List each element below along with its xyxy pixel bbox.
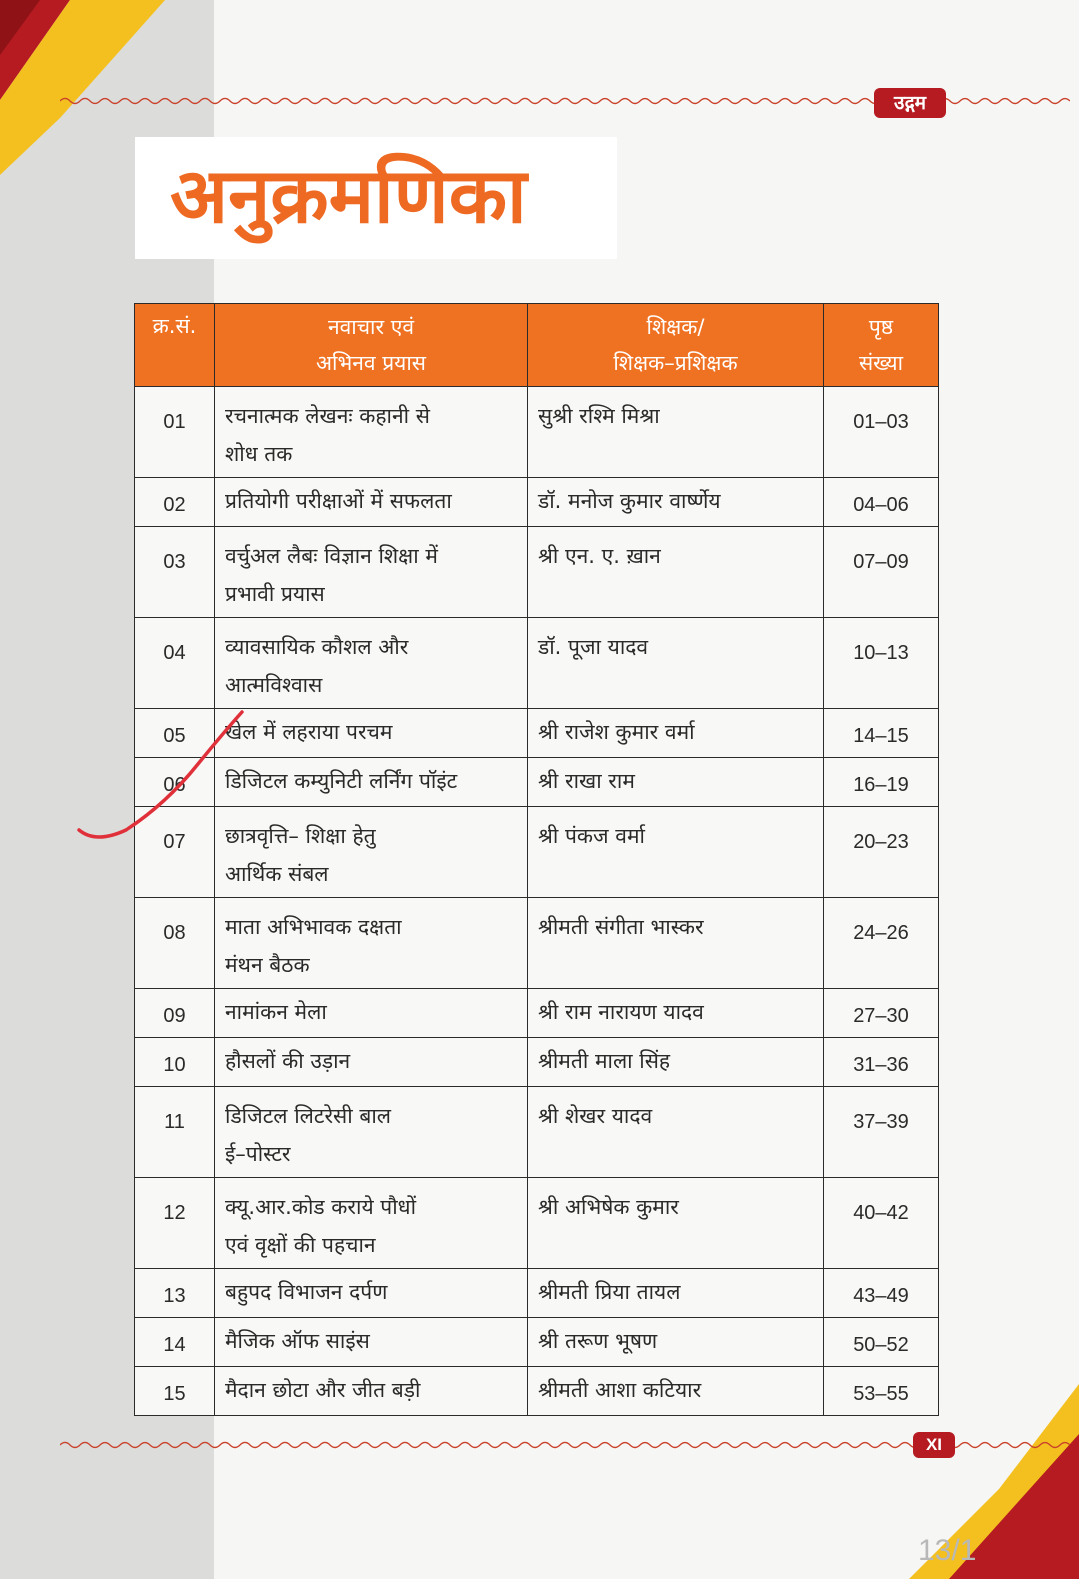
row-serial-number: 13 xyxy=(135,1269,215,1318)
table-row xyxy=(135,1038,939,1087)
row-topic xyxy=(215,1318,528,1367)
table-row xyxy=(135,387,939,478)
row-page-range: 07–09 xyxy=(824,527,939,618)
row-page-range: 24–26 xyxy=(824,898,939,989)
row-page-range: 20–23 xyxy=(824,807,939,898)
row-teacher: श्री राजेश कुमार वर्मा xyxy=(528,709,824,758)
viewer-page-counter: 13/1 xyxy=(918,1534,977,1567)
row-topic xyxy=(215,618,528,709)
row-page-range: 40–42 xyxy=(824,1178,939,1269)
table-row xyxy=(135,1087,939,1178)
table-row xyxy=(135,1178,939,1269)
header-topic xyxy=(215,304,528,387)
row-page-range: 31–36 xyxy=(824,1038,939,1087)
row-serial-number: 10 xyxy=(135,1038,215,1087)
row-serial-number: 07 xyxy=(135,807,215,898)
table-row xyxy=(135,1269,939,1318)
row-topic-line: वर्चुअल लैबः विज्ञान शिक्षा में xyxy=(225,544,438,568)
row-page-range: 50–52 xyxy=(824,1318,939,1367)
row-serial-number: 08 xyxy=(135,898,215,989)
row-teacher: श्री अभिषेक कुमार xyxy=(528,1178,824,1269)
row-serial-number: 04 xyxy=(135,618,215,709)
row-topic-line: खेल में लहराया परचम xyxy=(225,720,393,744)
row-topic xyxy=(215,989,528,1038)
row-topic xyxy=(215,1367,528,1416)
row-topic xyxy=(215,1087,528,1178)
row-page-range: 10–13 xyxy=(824,618,939,709)
header-topic-line2: अभिनव प्रयास xyxy=(315,351,427,375)
red-pen-tick-mark xyxy=(74,706,254,851)
row-topic-line: हौसलों की उड़ान xyxy=(225,1049,351,1073)
table-row xyxy=(135,898,939,989)
row-topic xyxy=(215,898,528,989)
row-page-range: 27–30 xyxy=(824,989,939,1038)
table-row xyxy=(135,1367,939,1416)
table-row xyxy=(135,758,939,807)
row-page-range: 53–55 xyxy=(824,1367,939,1416)
row-topic-line: माता अभिभावक दक्षता xyxy=(225,915,402,939)
row-topic-line: छात्रवृत्ति– शिक्षा हेतु xyxy=(225,824,376,848)
table-row xyxy=(135,527,939,618)
row-serial-number: 09 xyxy=(135,989,215,1038)
table-row xyxy=(135,618,939,709)
row-teacher: श्री तरूण भूषण xyxy=(528,1318,824,1367)
row-serial-number: 02 xyxy=(135,478,215,527)
row-teacher: श्री एन. ए. ख़ान xyxy=(528,527,824,618)
header-serial-number: क्र.सं. xyxy=(135,304,215,387)
row-page-range: 16–19 xyxy=(824,758,939,807)
row-serial-number: 14 xyxy=(135,1318,215,1367)
brand-badge: उद्गम xyxy=(874,88,946,118)
row-topic-line: डिजिटल कम्युनिटी लर्निंग पॉइंट xyxy=(225,769,458,793)
row-topic-line: मैदान छोटा और जीत बड़ी xyxy=(225,1378,421,1402)
header-topic-line1: नवाचार एवं xyxy=(327,315,415,339)
row-page-range: 37–39 xyxy=(824,1087,939,1178)
table-row xyxy=(135,989,939,1038)
table-row xyxy=(135,709,939,758)
row-teacher: श्री राम नारायण यादव xyxy=(528,989,824,1038)
row-topic xyxy=(215,1038,528,1087)
row-teacher: डॉ. पूजा यादव xyxy=(528,618,824,709)
table-body xyxy=(135,387,939,1416)
row-topic xyxy=(215,709,528,758)
page-title: अनुक्रमणिका xyxy=(170,151,527,240)
row-topic-line: प्रभावी प्रयास xyxy=(225,582,325,606)
row-topic-line: एवं वृक्षों की पहचान xyxy=(225,1233,376,1257)
row-teacher: श्रीमती आशा कटियार xyxy=(528,1367,824,1416)
row-topic-line: रचनात्मक लेखनः कहानी से xyxy=(225,404,430,428)
row-teacher: श्रीमती माला सिंह xyxy=(528,1038,824,1087)
header-page-number xyxy=(824,304,939,387)
table-header-row xyxy=(135,304,939,387)
row-serial-number: 15 xyxy=(135,1367,215,1416)
row-teacher: श्रीमती प्रिया तायल xyxy=(528,1269,824,1318)
row-topic xyxy=(215,807,528,898)
row-teacher: श्रीमती संगीता भास्कर xyxy=(528,898,824,989)
row-topic xyxy=(215,478,528,527)
row-topic xyxy=(215,527,528,618)
header-teacher-line2: शिक्षक–प्रशिक्षक xyxy=(613,351,738,375)
row-topic-line: डिजिटल लिटरेसी बाल xyxy=(225,1104,392,1128)
header-page-line2: संख्या xyxy=(858,351,904,375)
row-topic-line: व्यावसायिक कौशल और xyxy=(225,635,409,659)
row-topic-line: शोध तक xyxy=(225,442,293,466)
row-teacher: श्री शेखर यादव xyxy=(528,1087,824,1178)
row-topic-line: मंथन बैठक xyxy=(225,953,310,977)
row-teacher: श्री राखा राम xyxy=(528,758,824,807)
row-serial-number: 06 xyxy=(135,758,215,807)
row-serial-number: 03 xyxy=(135,527,215,618)
row-teacher: सुश्री रश्मि मिश्रा xyxy=(528,387,824,478)
page-number-badge: XI xyxy=(913,1432,955,1458)
row-page-range: 43–49 xyxy=(824,1269,939,1318)
header-page-line1: पृष्ठ xyxy=(868,315,894,339)
row-topic xyxy=(215,1178,528,1269)
contents-table xyxy=(134,303,939,1416)
row-page-range: 14–15 xyxy=(824,709,939,758)
row-topic-line: बहुपद विभाजन दर्पण xyxy=(225,1280,388,1304)
header-teacher-line1: शिक्षक/ xyxy=(646,315,705,339)
header-teacher xyxy=(528,304,824,387)
table-row xyxy=(135,1318,939,1367)
row-topic-line: नामांकन मेला xyxy=(225,1000,327,1024)
row-serial-number: 05 xyxy=(135,709,215,758)
row-serial-number: 01 xyxy=(135,387,215,478)
row-topic-line: आर्थिक संबल xyxy=(225,862,329,886)
row-page-range: 04–06 xyxy=(824,478,939,527)
row-topic-line: ई–पोस्टर xyxy=(225,1142,291,1166)
row-serial-number: 12 xyxy=(135,1178,215,1269)
row-teacher: डॉ. मनोज कुमार वार्ष्णेय xyxy=(528,478,824,527)
row-page-range: 01–03 xyxy=(824,387,939,478)
table-row xyxy=(135,478,939,527)
table-row xyxy=(135,807,939,898)
row-topic xyxy=(215,387,528,478)
row-topic-line: प्रतियोगी परीक्षाओं में सफलता xyxy=(225,489,452,513)
row-teacher: श्री पंकज वर्मा xyxy=(528,807,824,898)
row-serial-number: 11 xyxy=(135,1087,215,1178)
row-topic xyxy=(215,758,528,807)
row-topic-line: क्यू.आर.कोड कराये पौधों xyxy=(225,1195,417,1219)
row-topic-line: मैजिक ऑफ साइंस xyxy=(225,1329,370,1353)
row-topic xyxy=(215,1269,528,1318)
row-topic-line: आत्मविश्वास xyxy=(225,673,323,697)
